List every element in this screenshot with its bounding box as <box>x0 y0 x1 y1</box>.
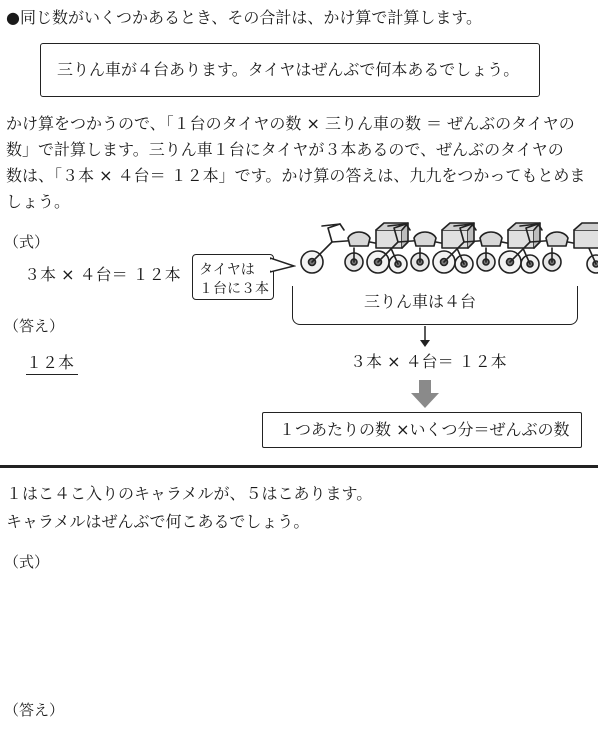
section-divider <box>0 465 598 468</box>
equation-left: ３本 × ４台＝ １２本 <box>24 265 181 284</box>
explanation-line-3: 数は、「３本 × ４台＝ １２本」です。かけ算の答えは、九九をつかってもとめま <box>6 166 586 185</box>
formula-text: １つあたりの数 ×いくつ分＝ぜんぶの数 <box>279 420 570 439</box>
problem2-line-2: キャラメルはぜんぶで何こあるでしょう。 <box>6 512 310 531</box>
callout-bubble <box>192 254 274 300</box>
label-shiki-2: （式） <box>4 553 50 571</box>
down-arrow-icon <box>410 380 440 410</box>
label-kotae-2: （答え） <box>4 701 65 719</box>
problem-box <box>40 43 540 97</box>
explanation-line-4: しょう。 <box>6 192 71 211</box>
label-kotae: （答え） <box>4 317 65 335</box>
equation-diagram: ３本 × ４台＝ １２本 <box>350 352 507 371</box>
callout-line-1: タイヤは <box>199 262 255 278</box>
tricycle-icon <box>492 218 598 280</box>
problem-text: 三りん車が４台あります。タイヤはぜんぶで何本あるでしょう。 <box>57 60 520 79</box>
callout-pointer <box>270 256 296 276</box>
intro-text: ●同じ数がいくつかあるとき、その合計は、かけ算で計算します。 <box>6 8 483 27</box>
formula-box <box>262 412 582 448</box>
down-small-arrow-icon <box>419 326 431 348</box>
label-shiki: （式） <box>4 233 50 251</box>
explanation-line-1: かけ算をつかうので、「１台のタイヤの数 × 三りん車の数 ＝ ぜんぶのタイヤの <box>6 114 575 133</box>
explanation-line-2: 数」で計算します。三りん車１台にタイヤが３本あるので、ぜんぶのタイヤの <box>6 140 564 159</box>
callout-line-2: １台に３本 <box>199 281 269 297</box>
answer: １２本 <box>26 353 78 375</box>
problem2-line-1: １はこ４こ入りのキャラメルが、５はこあります。 <box>6 484 373 503</box>
brace-label: 三りん車は４台 <box>364 292 477 311</box>
